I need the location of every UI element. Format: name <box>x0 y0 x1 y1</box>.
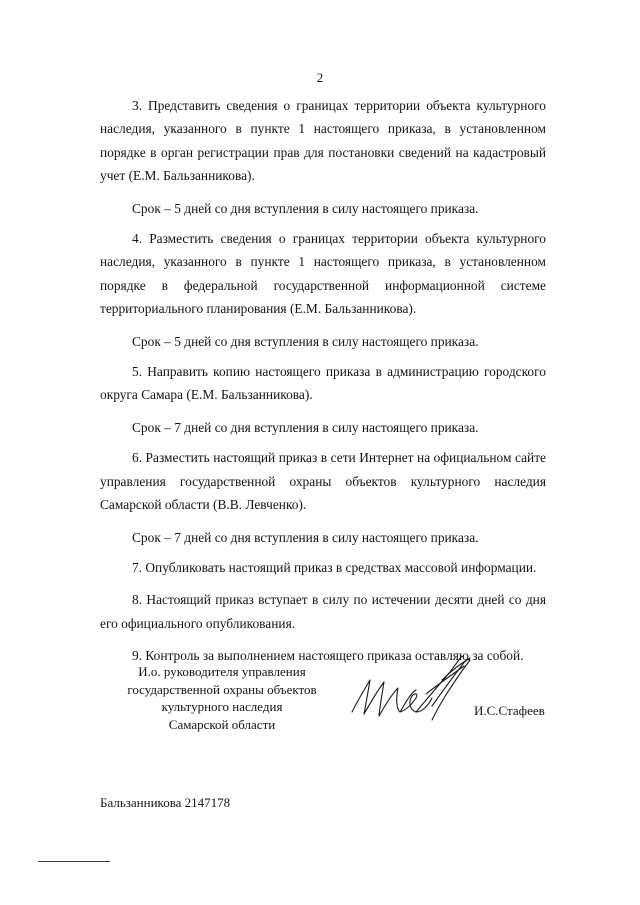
signatory-title-line: государственной охраны объектов <box>127 681 317 697</box>
deadline-item-3: Срок – 5 дней со дня вступления в силу настоящего приказа. <box>132 200 479 216</box>
paragraph-item-7: 7. Опубликовать настоящий приказ в средствах массовой информации. <box>132 559 537 575</box>
signatory-name: И.С.Стафеев <box>474 703 545 718</box>
signatory-title-line: Самарской области <box>168 716 276 732</box>
signatory-title <box>108 663 336 733</box>
footer-divider <box>38 861 110 862</box>
page-number: 2 <box>316 70 324 85</box>
paragraph-item-9: 9. Контроль за выполнением настоящего приказа оставляю за собой. <box>132 648 524 664</box>
deadline-item-4: Срок – 5 дней со дня вступления в силу настоящего приказа. <box>132 333 479 349</box>
document-body <box>100 94 546 668</box>
handwritten-signature <box>346 650 476 728</box>
deadline-item-6: Срок – 7 дней со дня вступления в силу настоящего приказа. <box>132 529 479 545</box>
paragraph-item-8: 8. Настоящий приказ вступает в силу по истечении десяти дней со дня его официального опубликования. <box>100 592 546 631</box>
paragraph-item-5: 5. Направить копию настоящего приказа в администрацию городского округа Самара (Е.М. Бальзанникова). <box>100 364 546 403</box>
paragraph-item-6: 6. Разместить настоящий приказ в сети Интернет на официальном сайте управления государственной охраны объектов культурного наследия Самарской области (В.В. Левченко). <box>100 450 546 513</box>
deadline-item-5: Срок – 7 дней со дня вступления в силу настоящего приказа. <box>132 419 479 435</box>
signatory-title-line: культурного наследия <box>161 699 283 714</box>
signatory-title-line: И.о. руководителя управления <box>138 664 306 679</box>
paragraph-item-3: 3. Представить сведения о границах территории объекта культурного наследия, указанного в пункте 1 настоящего приказа, в установленном порядке в орган регистрации прав для постановки сведений на кадастровый учет (Е.М. Бальзанникова). <box>100 98 546 184</box>
executor-contact: Бальзанникова 2147178 <box>100 795 231 810</box>
paragraph-item-4: 4. Разместить сведения о границах территории объекта культурного наследия, указанного в пункте 1 настоящего приказа, в установленном порядке в федеральной государственной информационной системе территориального планирования (Е.М. Бальзанникова). <box>100 231 546 317</box>
